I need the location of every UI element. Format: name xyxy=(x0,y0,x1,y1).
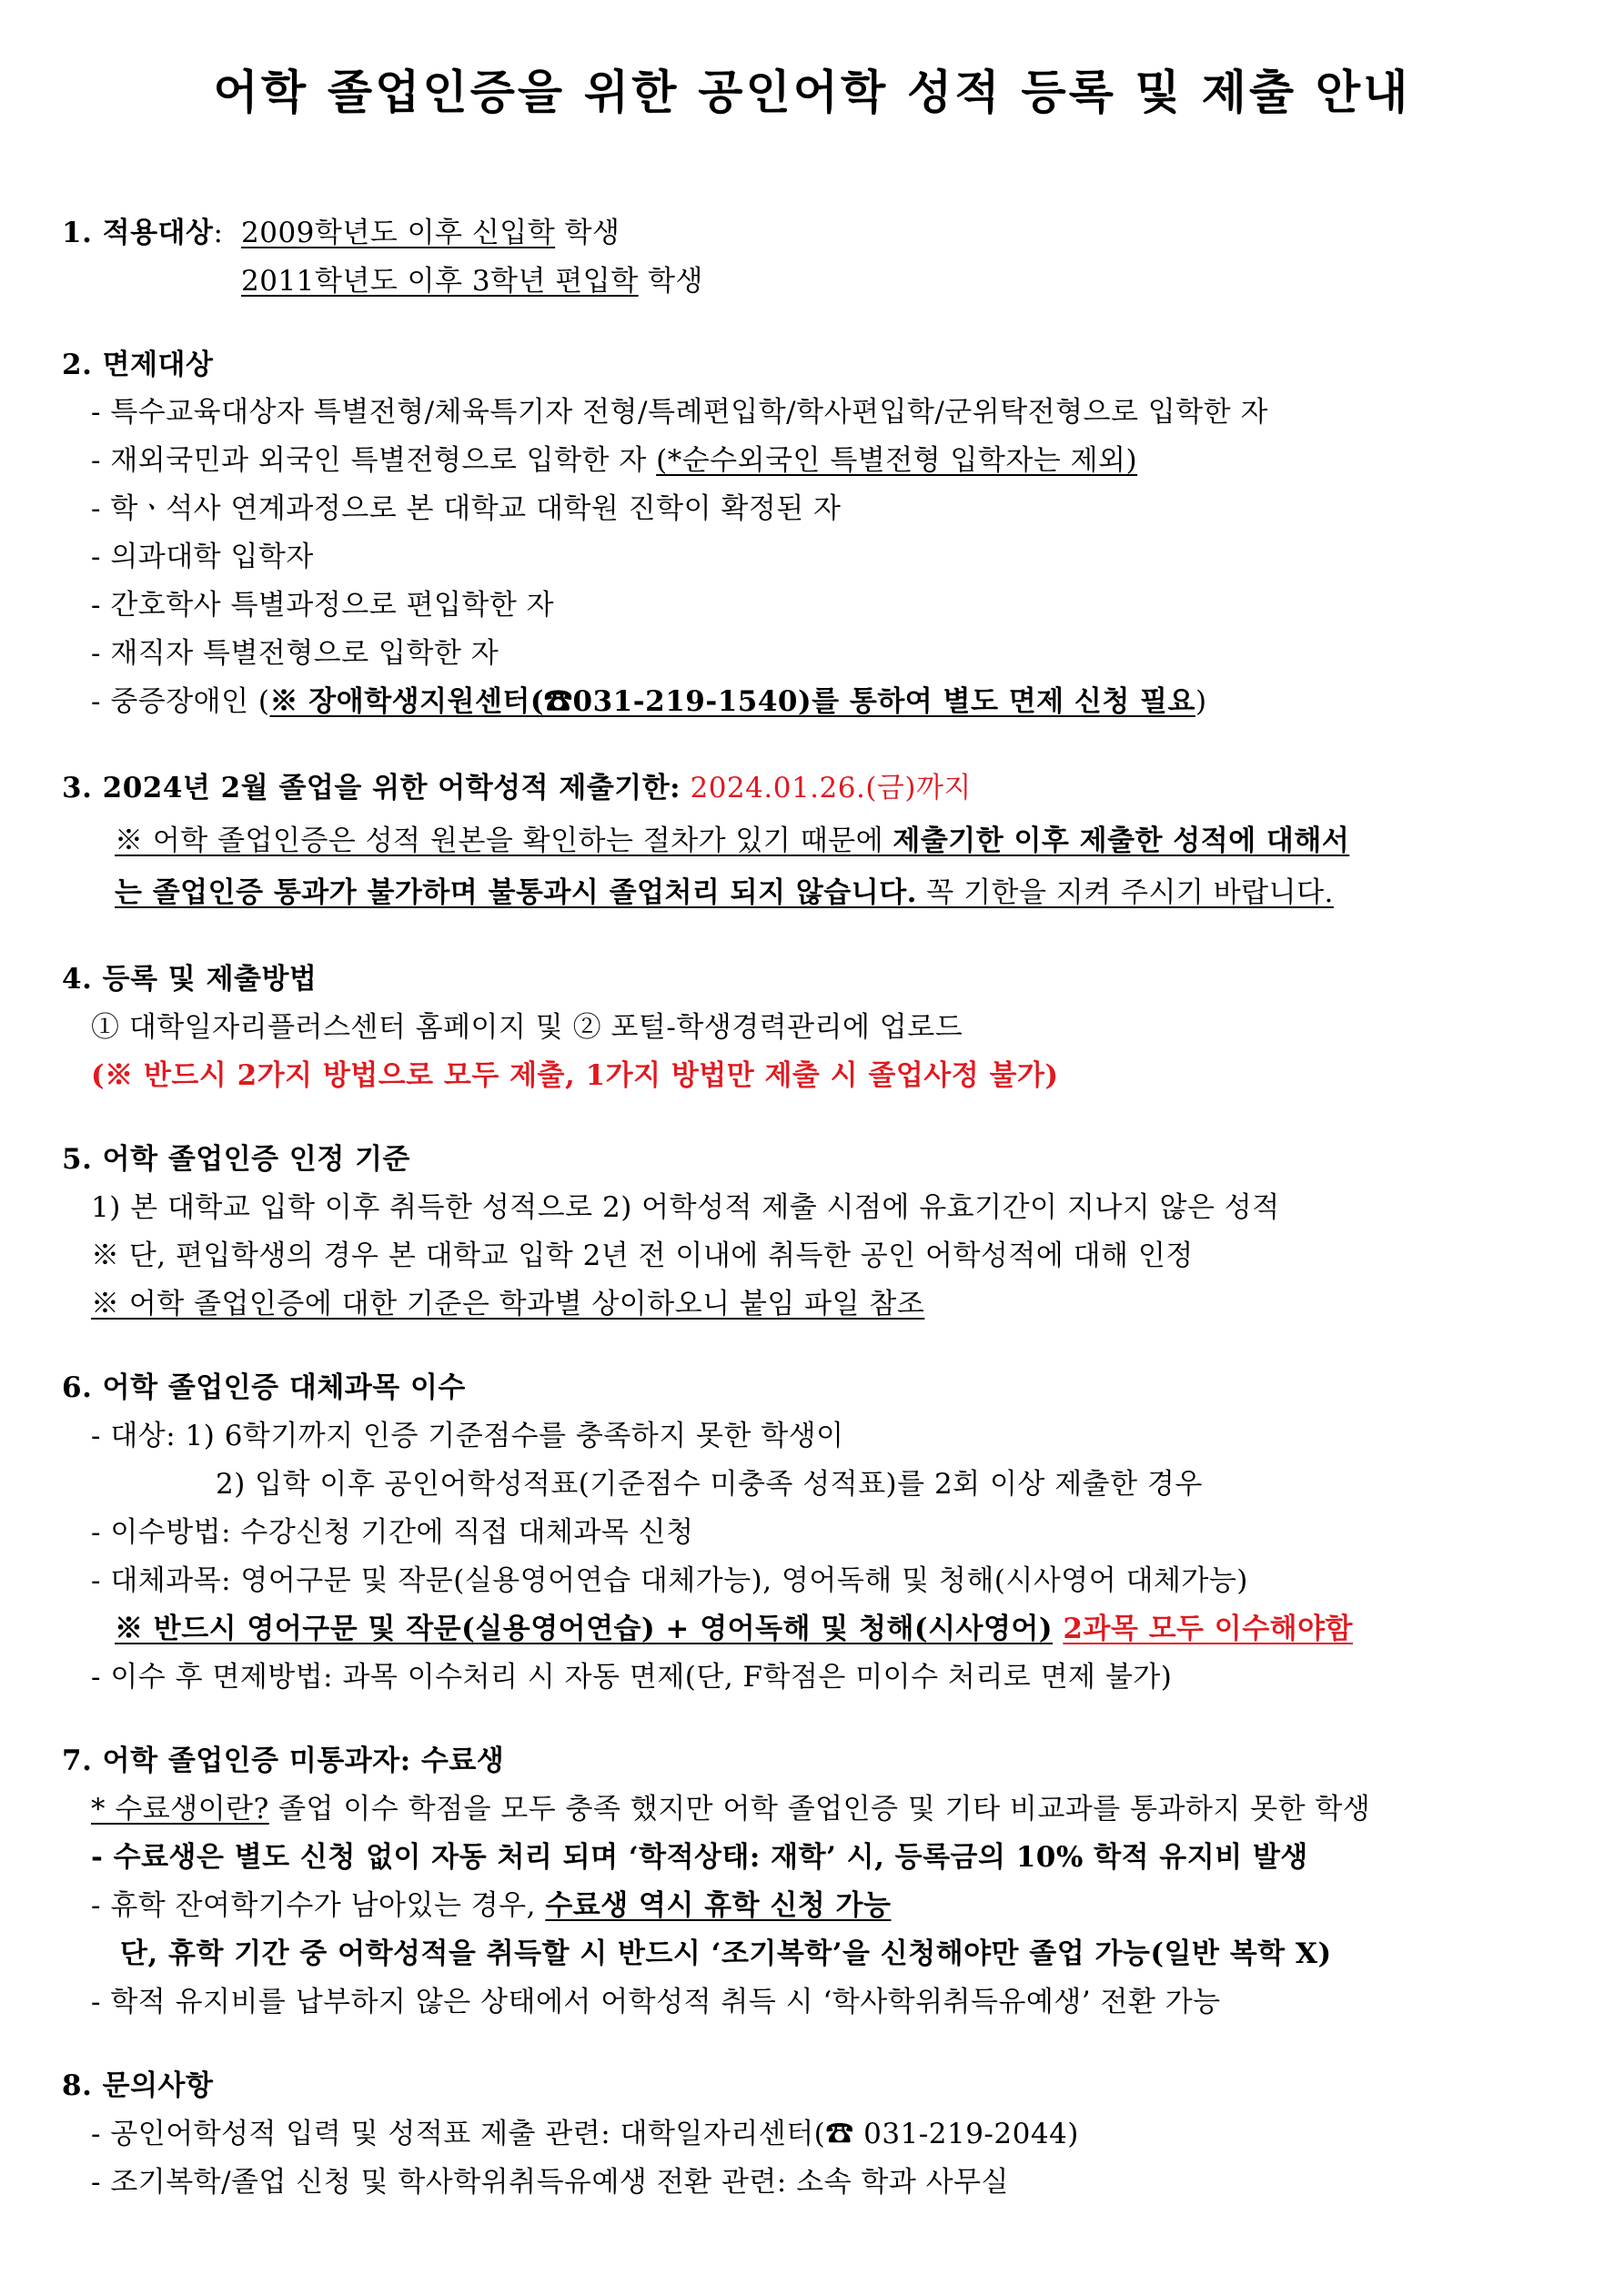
completion-auto: - 수료생은 별도 신청 없이 자동 처리 되며 ‘학적상태: 재학’ 시, 등록금의 10% 학적 유지비 발생 xyxy=(91,1841,1308,1874)
section-3-heading: 3. 2024년 2월 졸업을 위한 어학성적 제출기한: xyxy=(62,772,681,804)
target-suffix-2: 학생 xyxy=(648,265,703,298)
exempt-item-2-note: (*순수외국인 특별전형 입학자는 제외) xyxy=(656,444,1138,477)
completion-leave xyxy=(91,1889,891,1923)
submission-deadline: 2024.01.26.(금)까지 xyxy=(690,772,972,804)
deadline-note-1 xyxy=(115,824,1349,858)
submission-method: ① 대학일자리플러스센터 홈페이지 및 ② 포털-학생경력관리에 업로드 xyxy=(91,1011,963,1044)
exempt-item-5: - 간호학사 특별과정으로 편입학한 자 xyxy=(91,589,555,622)
criteria-line-3: ※ 어학 졸업인증에 대한 기준은 학과별 상이하오니 붙임 파일 참조 xyxy=(91,1288,925,1320)
section-1-colon: : xyxy=(213,217,224,249)
substitute-courses: - 대체과목: 영어구문 및 작문(실용영어연습 대체가능), 영어독해 및 청해(시사영어 대체가능) xyxy=(91,1564,1248,1597)
exempt-item-3: - 학ㆍ석사 연계과정으로 본 대학교 대학원 진학이 확정된 자 xyxy=(91,492,842,525)
section-4-heading: 4. 등록 및 제출방법 xyxy=(62,963,318,996)
section-1-line-1 xyxy=(62,217,223,250)
completion-definition xyxy=(91,1793,1370,1826)
deadline-note-1-plain: ※ 어학 졸업인증은 성적 원본을 확인하는 절차가 있기 때문에 xyxy=(115,824,884,857)
section-1-target-1 xyxy=(241,217,620,250)
criteria-line-2: ※ 단, 편입학생의 경우 본 대학교 입학 2년 전 이내에 취득한 공인 어학성적에 대해 인정 xyxy=(91,1239,1194,1272)
section-3-heading-line xyxy=(62,772,972,805)
target-text-2: 2011학년도 이후 3학년 편입학 xyxy=(241,265,639,298)
section-5-heading: 5. 어학 졸업인증 인정 기준 xyxy=(62,1143,410,1176)
exempt-item-2 xyxy=(91,444,1137,478)
deadline-note-2-bold: 는 졸업인증 통과가 불가하며 불통과시 졸업처리 되지 않습니다. xyxy=(115,876,917,909)
completion-fee: - 학적 유지비를 납부하지 않은 상태에서 어학성적 취득 시 ‘학사학위취득유예생’ 전환 가능 xyxy=(91,1986,1221,2018)
exempt-item-7-note: ※ 장애학생지원센터(☎031-219-1540)를 통하여 별도 면제 신청 필요 xyxy=(269,685,1195,718)
deadline-note-1-bold: 제출기한 이후 제출한 성적에 대해서 xyxy=(893,824,1350,857)
substitute-exemption: - 이수 후 면제방법: 과목 이수처리 시 자동 면제(단, F학점은 미이수 처리로 면제 불가) xyxy=(91,1661,1173,1694)
section-1-target-2 xyxy=(241,265,703,298)
completion-leave-prefix: - 휴학 잔여학기수가 남아있는 경우, xyxy=(91,1889,536,1922)
required-courses: ※ 반드시 영어구문 및 작문(실용영어연습) + 영어독해 및 청해(시사영어) xyxy=(115,1613,1054,1645)
completion-definition-term: * 수료생이란? xyxy=(91,1793,269,1826)
substitute-required xyxy=(115,1613,1353,1646)
exempt-item-4: - 의과대학 입학자 xyxy=(91,541,314,573)
completion-leave-condition: 단, 휴학 기간 중 어학성적을 취득할 시 반드시 ‘조기복학’을 신청해야만 졸업 가능(일반 복학 X) xyxy=(120,1937,1332,1970)
submission-warning: (※ 반드시 2가지 방법으로 모두 제출, 1가지 방법만 제출 시 졸업사정 불가) xyxy=(91,1059,1059,1092)
exempt-item-7-suffix: ) xyxy=(1195,685,1207,718)
contact-line-2: - 조기복학/졸업 신청 및 학사학위취득유예생 전환 관련: 소속 학과 사무실 xyxy=(91,2166,1009,2199)
section-1-heading: 1. 적용대상 xyxy=(62,217,214,249)
completion-definition-text: 졸업 이수 학점을 모두 충족 했지만 어학 졸업인증 및 기타 비교과를 통과하지 못한 학생 xyxy=(278,1793,1371,1826)
substitute-target-1: - 대상: 1) 6학기까지 인증 기준점수를 충족하지 못한 학생이 xyxy=(91,1420,844,1452)
target-text-1: 2009학년도 이후 신입학 xyxy=(241,217,556,249)
target-suffix-1: 학생 xyxy=(564,217,620,249)
exempt-item-7 xyxy=(91,685,1207,719)
section-2-heading: 2. 면제대상 xyxy=(62,349,214,381)
exempt-item-7-prefix: - 중증장애인 ( xyxy=(91,685,270,718)
deadline-note-2-plain: 꼭 기한을 지켜 주시기 바랍니다. xyxy=(926,876,1334,909)
section-7-heading: 7. 어학 졸업인증 미통과자: 수료생 xyxy=(62,1745,505,1777)
document-title: 어학 졸업인증을 위한 공인어학 성적 등록 및 제출 안내 xyxy=(213,66,1411,120)
exempt-item-6: - 재직자 특별전형으로 입학한 자 xyxy=(91,637,499,670)
criteria-line-1: 1) 본 대학교 입학 이후 취득한 성적으로 2) 어학성적 제출 시점에 유효기간이 지나지 않은 성적 xyxy=(91,1191,1280,1224)
section-6-heading: 6. 어학 졸업인증 대체과목 이수 xyxy=(62,1371,466,1404)
exempt-item-1: - 특수교육대상자 특별전형/체육특기자 전형/특례편입학/학사편입학/군위탁전형으로 입학한 자 xyxy=(91,396,1268,429)
exempt-item-2-main: - 재외국민과 외국인 특별전형으로 입학한 자 xyxy=(91,444,647,477)
substitute-target-2: 2) 입학 이후 공인어학성적표(기준점수 미충족 성적표)를 2회 이상 제출한 경우 xyxy=(216,1468,1203,1501)
contact-line-1: - 공인어학성적 입력 및 성적표 제출 관련: 대학일자리센터(☎ 031-219-2044) xyxy=(91,2118,1079,2150)
required-count: 2과목 모두 이수해야함 xyxy=(1063,1613,1353,1645)
completion-leave-note: 수료생 역시 휴학 신청 가능 xyxy=(545,1889,892,1922)
substitute-method: - 이수방법: 수강신청 기간에 직접 대체과목 신청 xyxy=(91,1516,694,1549)
deadline-note-2 xyxy=(115,876,1334,910)
section-8-heading: 8. 문의사항 xyxy=(62,2069,214,2102)
